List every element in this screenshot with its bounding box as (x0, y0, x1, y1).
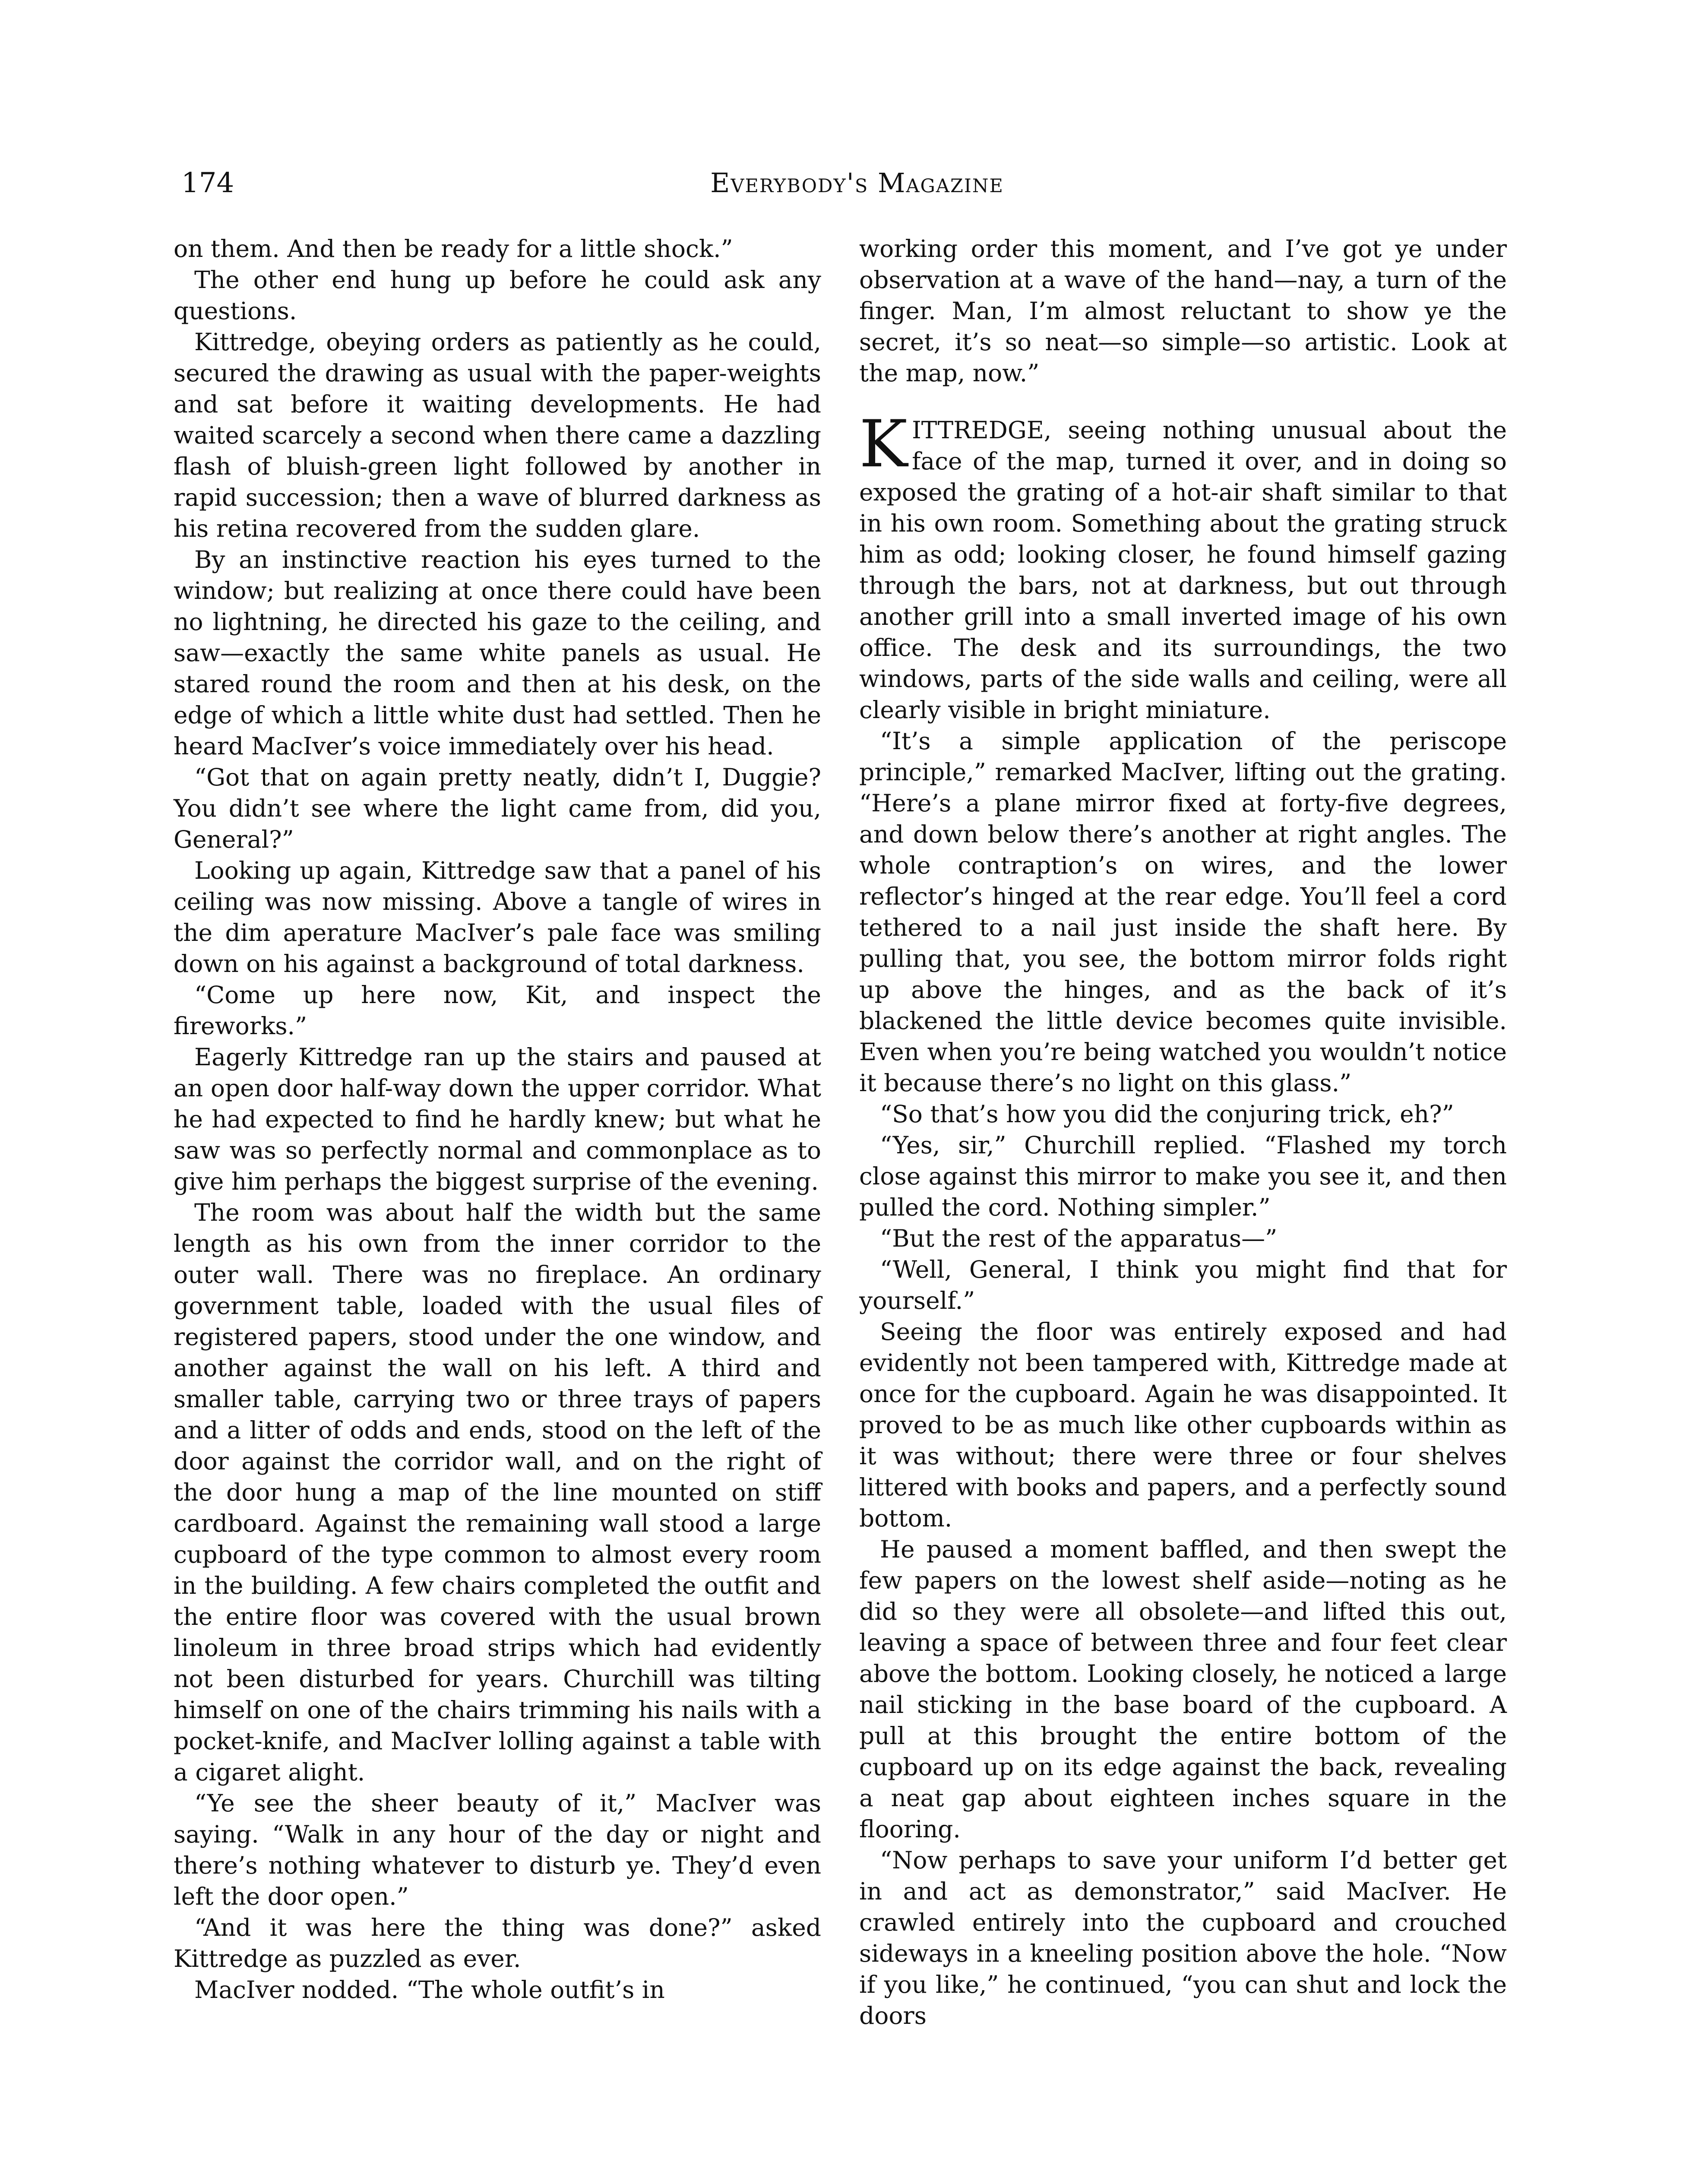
right-column (859, 233, 1507, 2031)
paragraph: By an instinctive reaction his eyes turned to the window; but realizing at once there could have been no lightning, he directed his gaze to the ceiling, and saw—exactly the same white panels as usual. He stared round the room and then at his desk, on the edge of which a little white dust had settled. Then he heard MacIver’s voice immediately over his head. (174, 546, 821, 760)
drop-cap-paragraph (859, 407, 1507, 725)
paragraph: “Ye see the sheer beauty of it,” MacIver was saying. “Walk in any hour of the day or night and there’s nothing whatever to disturb ye. They’d even left the door open.” (174, 1789, 821, 1910)
left-column (174, 233, 821, 2005)
paragraph: Eagerly Kittredge ran up the stairs and paused at an open door half-way down the upper corridor. What he had expected to find he hardly knew; but what he saw was so perfectly normal and commonplace as to give him perhaps the biggest surprise of the evening. (174, 1043, 821, 1195)
running-head: Everybody's Magazine (710, 167, 1004, 199)
paragraph: “But the rest of the apparatus—” (880, 1225, 1278, 1252)
paragraph: “Now perhaps to save your uniform I’d better get in and act as demonstrator,” said MacIver. He crawled entirely into the cupboard and crouched sideways in a kneeling position above the hole. “Now if you like,” he continued, “you can shut and lock the doors (859, 1846, 1507, 2029)
paragraph: “Yes, sir,” Churchill replied. “Flashed my torch close against this mirror to make you see it, and then pulled the cord. Nothing simpler.” (859, 1131, 1507, 1221)
section-break (859, 389, 1507, 415)
page-number: 174 (181, 167, 234, 199)
paragraph: Kittredge, obeying orders as patiently as he could, secured the drawing as usual with the paper-weights and sat before it waiting developments. He had waited scarcely a second when there came a dazzling flash of bluish-green light followed by another in rapid succession; then a wave of blurred darkness as his retina recovered from the sudden glare. (174, 328, 821, 542)
paragraph: “Got that on again pretty neatly, didn’t I, Duggie? You didn’t see where the light came from, did you, General?” (174, 763, 821, 853)
paragraph: Looking up again, Kittredge saw that a panel of his ceiling was now missing. Above a tangle of wires in the dim aperature MacIver’s pale face was smiling down on his against a background of total darkness. (174, 857, 821, 978)
page-header (181, 166, 1533, 200)
paragraph: The room was about half the width but the same length as his own from the inner corridor to the outer wall. There was no fireplace. An ordinary government table, loaded with the usual files of registered papers, stood under the one window, and another against the wall on his left. A third and smaller table, carrying two or three trays of papers and a litter of odds and ends, stood on the left of the door against the corridor wall, and on the right of the door hung a map of the line mounted on stiff cardboard. Against the remaining wall stood a large cupboard of the type common to almost every room in the building. A few chairs completed the outfit and the entire floor was covered with the usual brown linoleum in three broad strips which had evidently not been disturbed for years. Churchill was tilting himself on one of the chairs trimming his nails with a pocket-knife, and MacIver lolling against a table with a cigaret alight. (174, 1199, 821, 1786)
paragraph: “Well, General, I think you might find that for yourself.” (859, 1256, 1507, 1314)
paragraph: “So that’s how you did the conjuring trick, eh?” (880, 1100, 1454, 1128)
drop-cap-text: ITTREDGE, seeing nothing unusual about the face of the map, turned it over, and in doing so exposed the grating of a hot-air shaft similar to that in his own room. Something about the grating struck him as odd; looking closer, he found himself gazing through the bars, not at darkness, but out through another grill into a small inverted image of his own office. The desk and its surroundings, the two windows, parts of the side walls and ceiling, were all clearly visible in bright miniature. (859, 416, 1507, 724)
paragraph: on them. And then be ready for a little shock.” (174, 235, 733, 263)
paragraph: working order this moment, and I’ve got ye under observation at a wave of the hand—nay, a turn of the finger. Man, I’m almost reluctant to show ye the secret, it’s so neat—so simple—so artistic. Look at the map, now.” (859, 235, 1507, 387)
paragraph: The other end hung up before he could ask any questions. (174, 266, 821, 325)
paragraph: “It’s a simple application of the periscope principle,” remarked MacIver, lifting out the grating. “Here’s a plane mirror fixed at forty-five degrees, and down below there’s another at right angles. The whole contraption’s on wires, and the lower reflector’s hinged at the rear edge. You’ll feel a cord tethered to a nail just inside the shaft here. By pulling that, you see, the bottom mirror folds right up above the hinges, and as the back of it’s blackened the little device becomes quite invisible. Even when you’re being watched you wouldn’t notice it because there’s no light on this glass.” (859, 727, 1507, 1097)
paragraph: He paused a moment baffled, and then swept the few papers on the lowest shelf aside—noting as he did so they were all obsolete—and lifted this out, leaving a space of between three and four feet clear above the bottom. Looking closely, he noticed a large nail sticking in the base board of the cupboard. A pull at this brought the entire bottom of the cupboard up on its edge against the back, revealing a neat gap about eighteen inches square in the flooring. (859, 1535, 1507, 1843)
paragraph: “And it was here the thing was done?” asked Kittredge as puzzled as ever. (174, 1914, 821, 1972)
drop-cap-initial: K (859, 407, 908, 482)
paragraph: Seeing the floor was entirely exposed and had evidently not been tampered with, Kittredge made at once for the cupboard. Again he was disappointed. It proved to be as much like other cupboards within as it was without; there were three or four shelves littered with books and papers, and a perfectly sound bottom. (859, 1318, 1507, 1532)
paragraph: “Come up here now, Kit, and inspect the fireworks.” (174, 981, 821, 1040)
paragraph: MacIver nodded. “The whole outfit’s in (194, 1976, 665, 2004)
